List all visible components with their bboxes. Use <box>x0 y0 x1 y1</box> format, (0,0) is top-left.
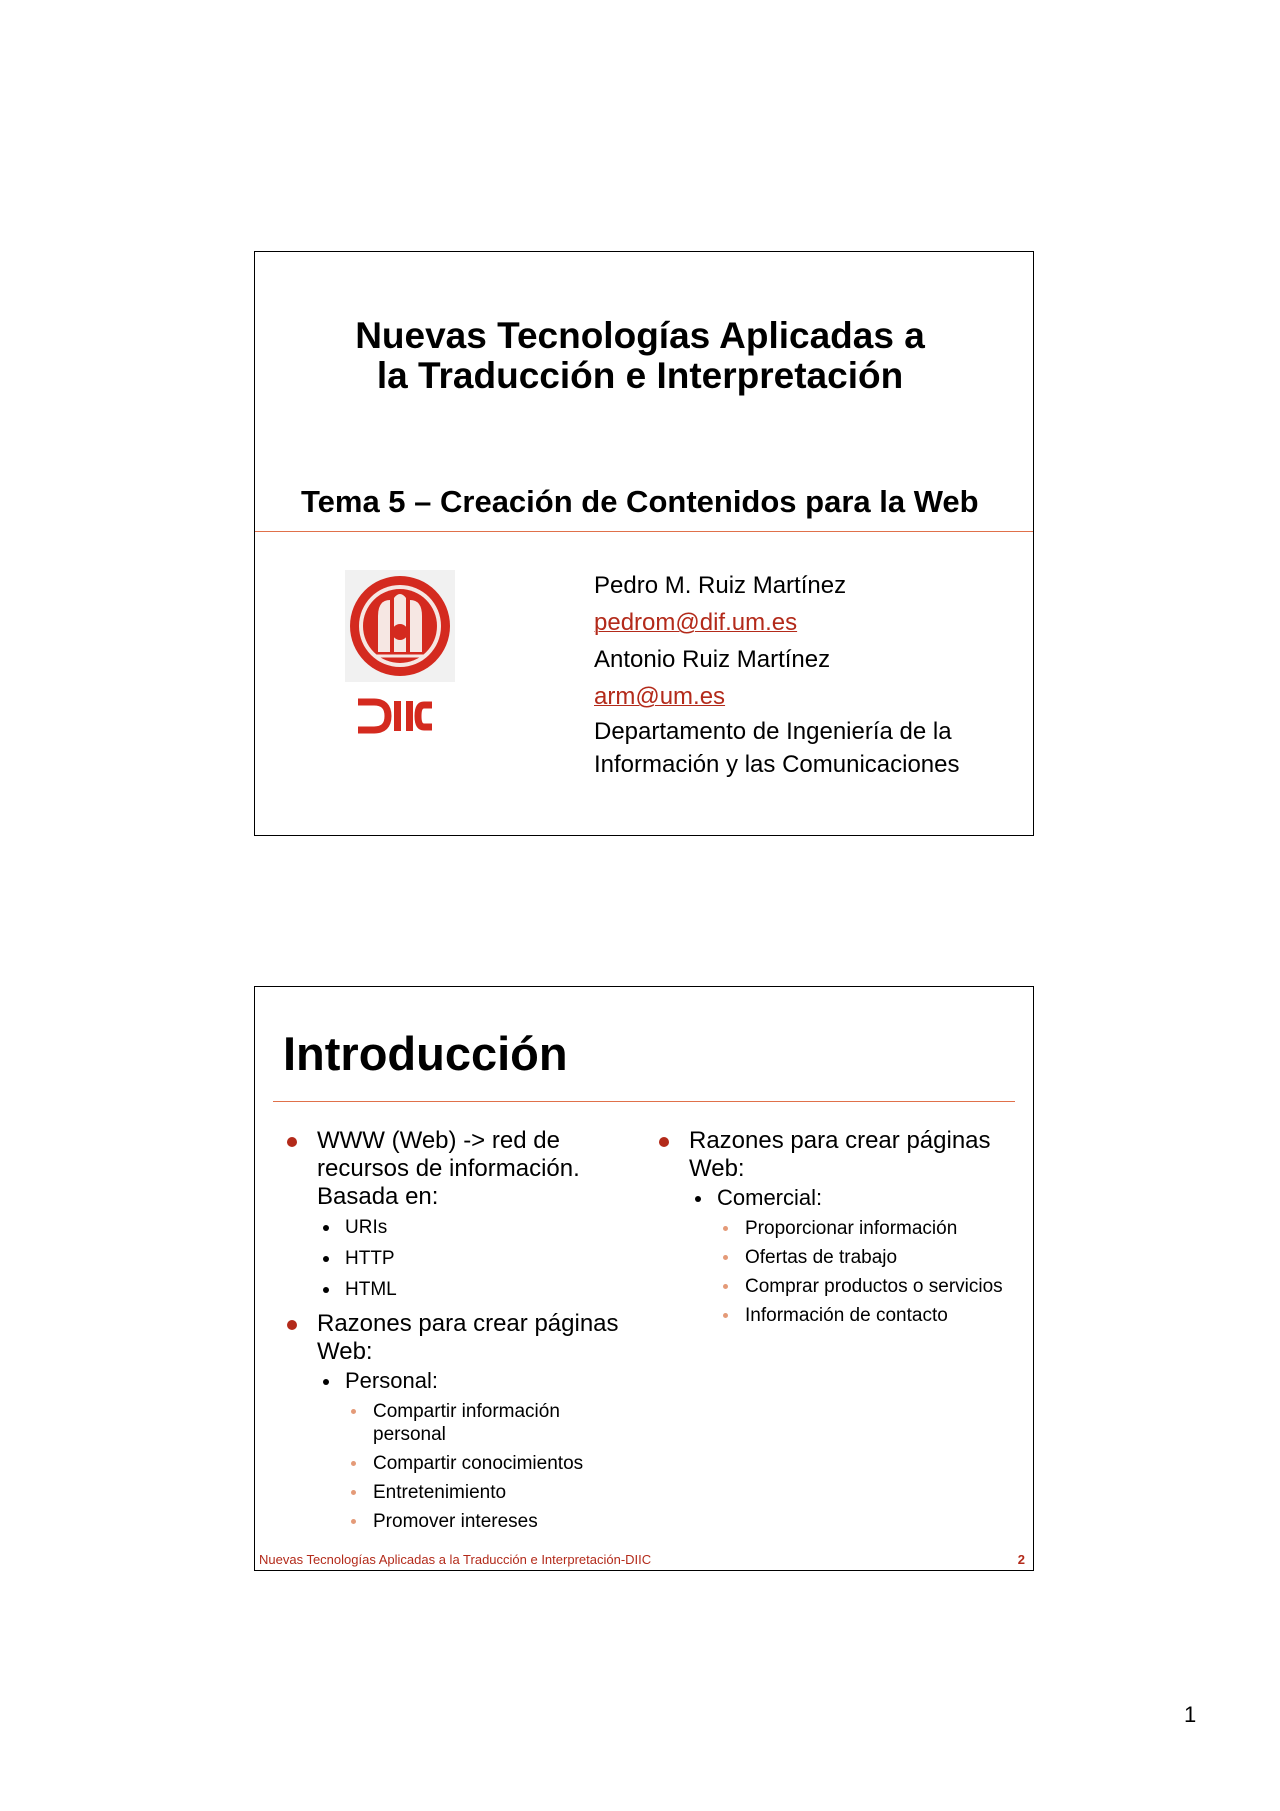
list-item: Comercial: Proporcionar información Ofertas de trabajo Comprar productos o servicios Información de contacto <box>689 1185 1024 1327</box>
divider <box>255 531 1033 532</box>
author-name: Pedro M. Ruiz Martínez <box>594 572 847 599</box>
list-item: Comprar productos o servicios <box>717 1275 1024 1298</box>
list-item: Compartir información personal <box>345 1400 632 1446</box>
list-item: Ofertas de trabajo <box>717 1246 1024 1269</box>
list-item: Razones para crear páginas Web: Personal: Compartir información personal Compartir conocimientos Entretenimiento Promover intereses <box>287 1310 632 1533</box>
left-column <box>287 1127 632 1535</box>
title-slide <box>254 251 1034 836</box>
author-name: Antonio Ruiz Martínez <box>594 646 831 673</box>
divider <box>273 1101 1015 1102</box>
list-item: Entretenimiento <box>345 1481 632 1504</box>
slide-number: 2 <box>1017 1552 1025 1567</box>
slide-title: Nuevas Tecnologías Aplicadas a la Traducción e Interpretación <box>355 315 925 396</box>
list-item: Personal: Compartir información personal Compartir conocimientos Entretenimiento Promover intereses <box>317 1368 632 1533</box>
list-item: WWW (Web) -> red de recursos de información. Basada en: URIs HTTP HTML <box>287 1127 632 1304</box>
slide-subtitle: Tema 5 – Creación de Contenidos para la Web <box>301 484 979 519</box>
list-item: Información de contacto <box>717 1304 1024 1327</box>
department: Departamento de Ingeniería de la Información y las Comunicaciones <box>594 718 960 778</box>
author-email-link[interactable]: arm@um.es <box>594 683 726 710</box>
right-column <box>659 1127 1024 1329</box>
list-item: HTTP <box>317 1244 632 1273</box>
page-number: 1 <box>1184 1702 1197 1727</box>
list-item: Razones para crear páginas Web: Comercial: Proporcionar información Ofertas de trabajo Comprar productos o servicios Información de contacto <box>659 1127 1024 1327</box>
slide-footer: Nuevas Tecnologías Aplicadas a la Traducción e Interpretación-DIIC <box>259 1552 652 1567</box>
diic-logo <box>354 696 434 736</box>
author-email-link[interactable]: pedrom@dif.um.es <box>594 609 798 636</box>
list-item: HTML <box>317 1275 632 1304</box>
list-item: Proporcionar información <box>717 1217 1024 1240</box>
authors-block <box>594 567 1024 781</box>
list-item: Promover intereses <box>345 1510 632 1533</box>
list-item: URIs <box>317 1213 632 1242</box>
intro-slide <box>254 986 1034 1571</box>
slide-title: Introducción <box>283 1027 568 1080</box>
list-item: Compartir conocimientos <box>345 1452 632 1475</box>
university-seal-logo <box>345 570 455 682</box>
